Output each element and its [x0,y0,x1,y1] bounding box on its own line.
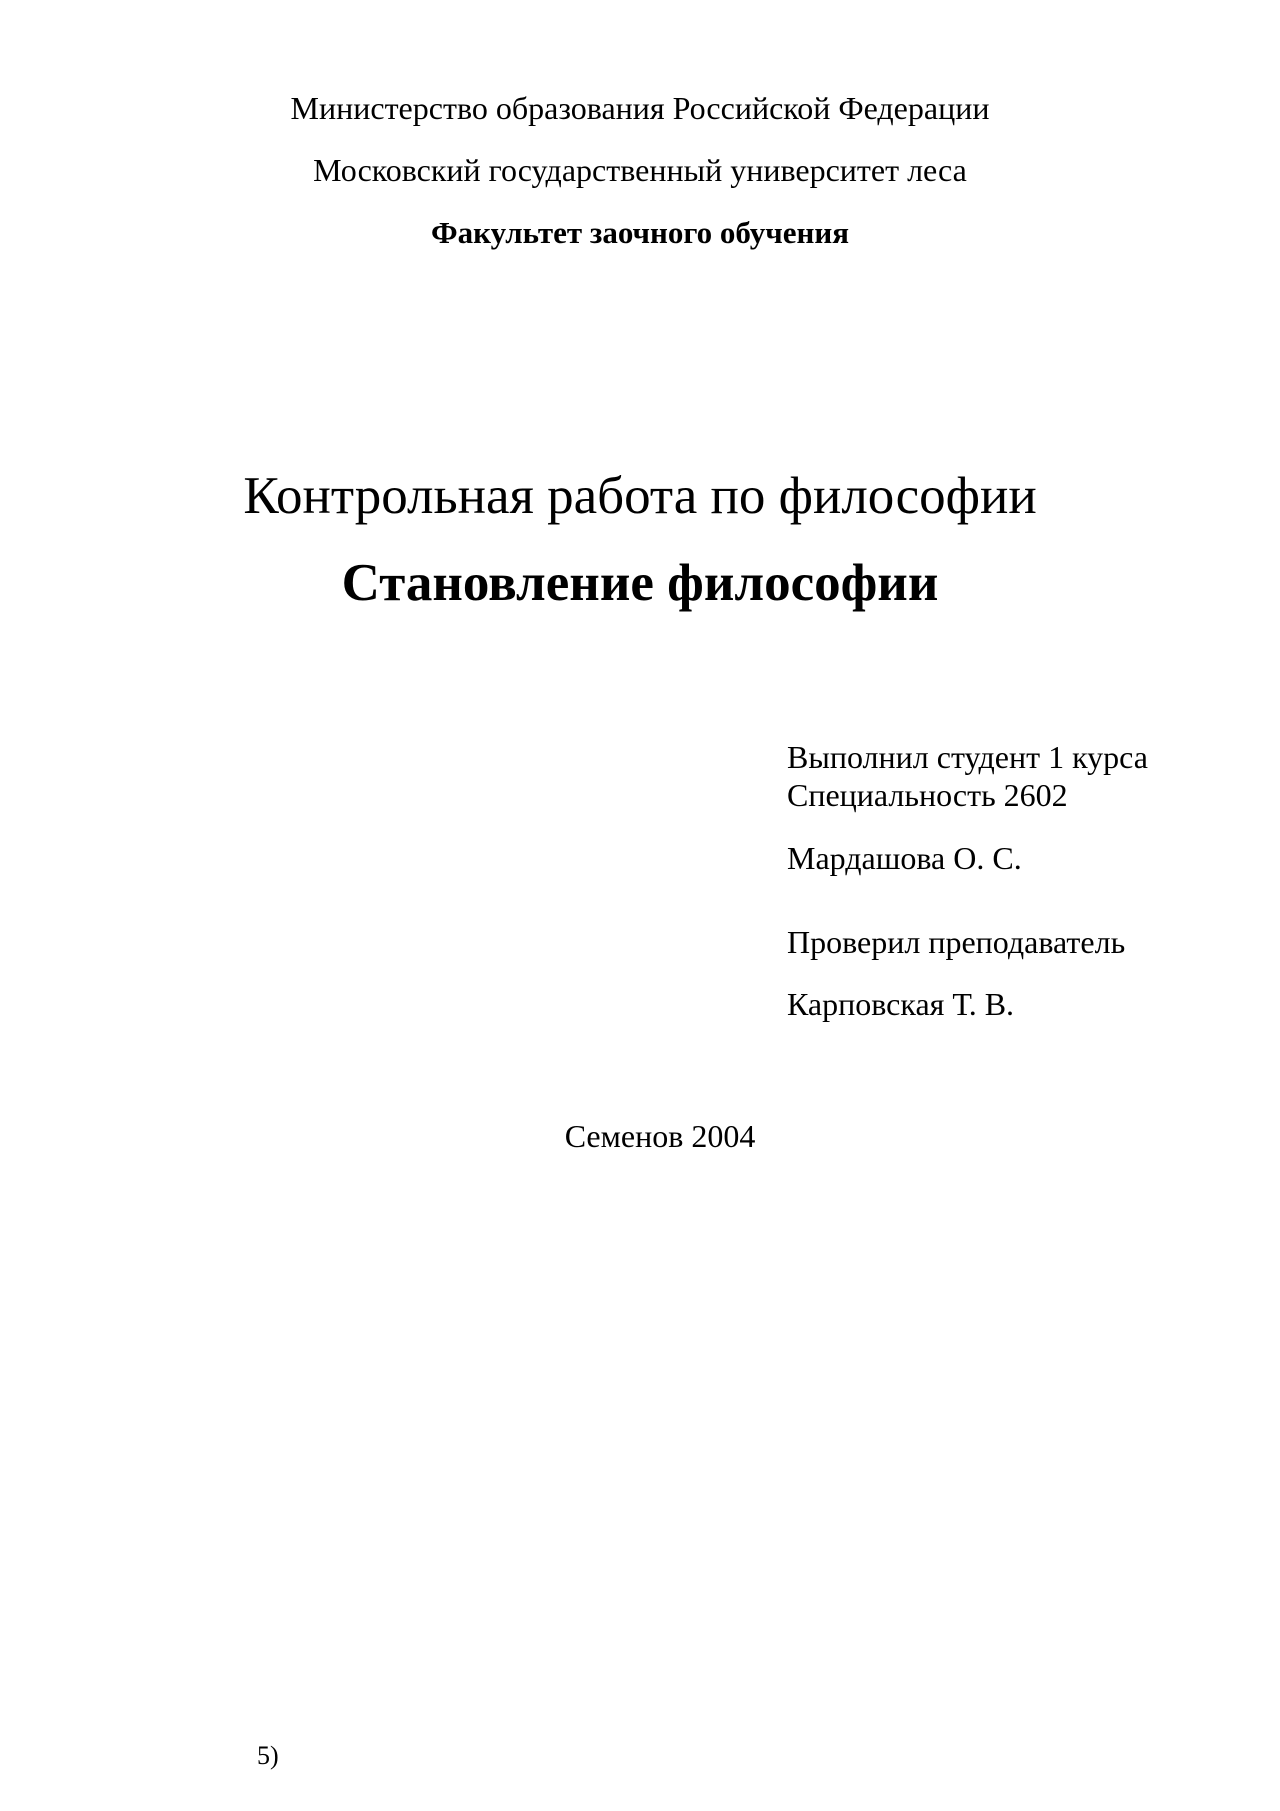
teacher-name: Карповская Т. В. [787,986,1015,1022]
faculty-heading: Факультет заочного обучения [431,215,849,250]
page-marker: 5) [257,1741,279,1770]
university-heading: Московский государственный университет леса [313,152,967,188]
work-topic: Становление философии [341,554,939,612]
city-year: Семенов 2004 [564,1118,756,1154]
ministry-heading: Министерство образования Российской Федерации [290,90,990,126]
work-title: Контрольная работа по философии [243,467,1037,525]
performed-by-label: Выполнил студент 1 курса [787,739,1148,775]
student-name: Мардашова О. С. [787,840,1022,876]
checked-by-label: Проверил преподаватель [787,924,1126,960]
specialty-label: Специальность 2602 [787,777,1068,813]
